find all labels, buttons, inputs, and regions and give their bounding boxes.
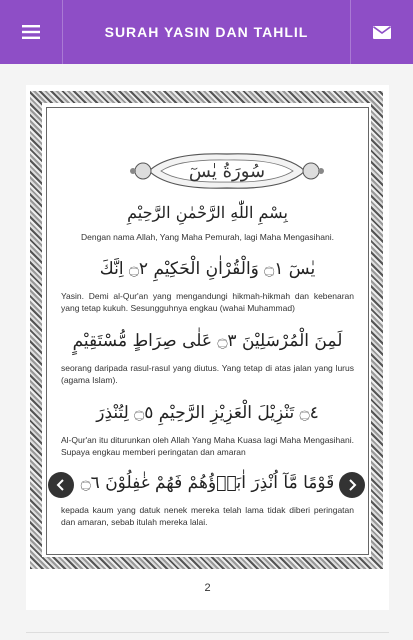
ayah-arabic: قَوْمًا مَّآ اُنْذِرَ اٰبَاۤؤُهُمْ فَهُمْ غٰفِلُوْنَ ۝٦ xyxy=(80,473,335,493)
previous-page-button[interactable] xyxy=(48,472,74,498)
basmalah: بِسْمِ اللّٰهِ الرَّحْمٰنِ الرَّحِيْمِ xyxy=(127,203,288,222)
ayah-arabic: ۝٤ تَنْزِيْلَ الْعَزِيْزِ الرَّحِيْمِ ۝٥ لِتُنْذِرَ xyxy=(96,403,319,423)
app-title: SURAH YASIN DAN TAHLIL xyxy=(104,24,309,40)
ayah-translation: kepada kaum yang datuk nenek mereka telah lama tidak diberi peringatan dan amaran, sebab itulah mereka lalai. xyxy=(61,505,354,527)
mail-icon xyxy=(373,26,391,39)
app-bar xyxy=(0,0,413,64)
ayah-translation: Yasin. Demi al-Qur'an yang mengandungi hikmah-hikmah dan kebenaran yang tetap kukuh. Sesungguhnya engkau (wahai Muhammad) xyxy=(61,291,354,313)
bottom-divider xyxy=(26,632,389,633)
basmalah-translation: Dengan nama Allah, Yang Maha Pemurah, lagi Maha Mengasihani. xyxy=(81,232,334,242)
next-page-button[interactable] xyxy=(339,472,365,498)
ayah-translation: Al-Qur'an itu diturunkan oleh Allah Yang Maha Kuasa lagi Maha Mengasihani. Supaya engkau memberi peringatan dan amaran xyxy=(61,435,354,457)
ayah-arabic: لَمِنَ الْمُرْسَلِيْنَ ۝٣ عَلٰى صِرَاطٍ مُّسْتَقِيْمٍ xyxy=(72,331,343,351)
chevron-left-icon xyxy=(56,479,66,491)
surah-title: سُورَةُ يٰسٓ xyxy=(188,160,266,182)
page-number: 2 xyxy=(204,582,211,594)
mail-button[interactable] xyxy=(350,0,413,64)
ayah-translation: seorang daripada rasul-rasul yang diutus. Yang tetap di atas jalan yang lurus (agama Islam). xyxy=(61,363,354,385)
menu-icon xyxy=(22,25,40,39)
mushaf-page xyxy=(26,85,389,610)
ayah-arabic: يٰسٓ ۝١ وَالْقُرْاٰنِ الْحَكِيْمِ ۝٢ اِنَّكَ xyxy=(99,259,316,279)
page-content xyxy=(46,107,369,555)
chevron-right-icon xyxy=(347,479,357,491)
surah-header xyxy=(129,150,325,192)
menu-button[interactable] xyxy=(0,0,63,64)
